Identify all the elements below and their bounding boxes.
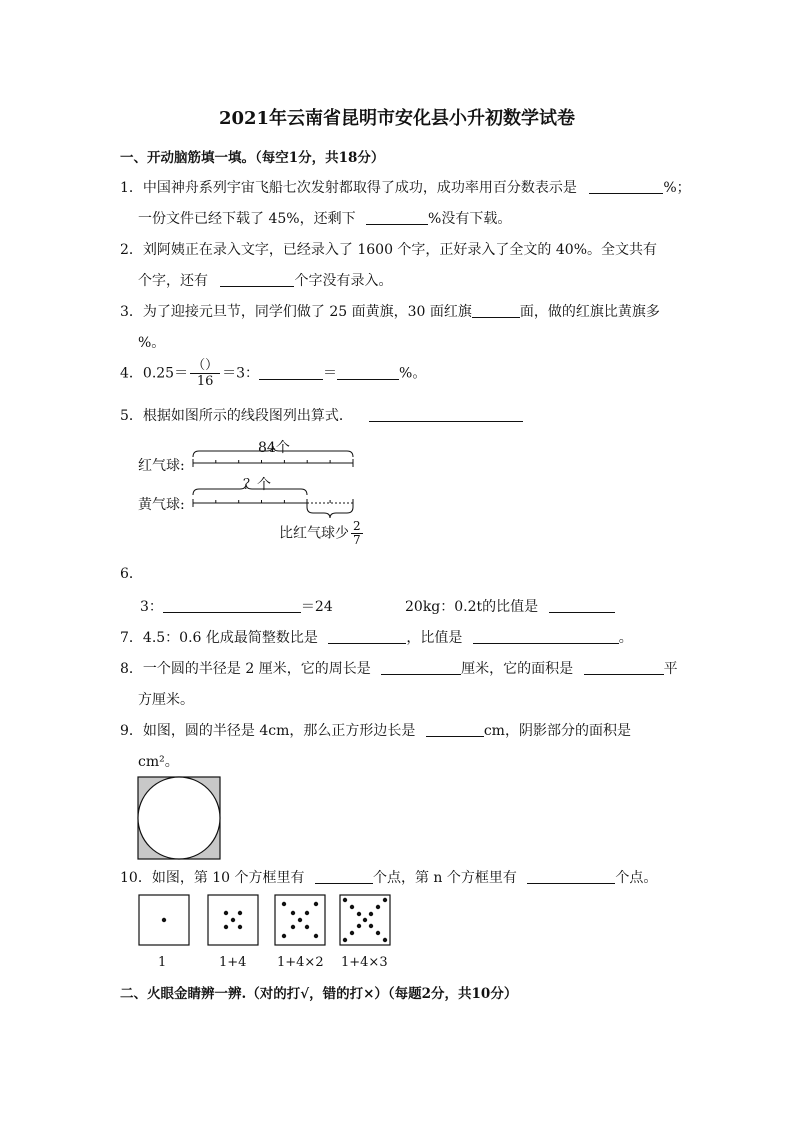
less-text: 比红气球少 <box>279 525 349 542</box>
section-1-heading: 一、开动脑筋填一填。（每空1分，共18分） <box>120 150 385 166</box>
q4-fraction <box>190 358 220 389</box>
q2-text-b: 个字没有录入。 <box>294 273 393 289</box>
q1-blank-2[interactable] <box>366 210 428 225</box>
q3-text-a: 3．为了迎接元旦节，同学们做了 25 面黄旗，30 面红旗 <box>120 304 472 320</box>
question-5 <box>120 405 523 425</box>
q4-mid-2: ＝ <box>323 365 338 382</box>
q1-blank-1[interactable] <box>589 179 663 194</box>
question-8-line-2: 方厘米。 <box>138 692 194 708</box>
dot-caption-3: 1+4×2 <box>277 955 324 970</box>
question-3-line-2: %。 <box>138 335 166 351</box>
less-fraction-denominator: 7 <box>353 533 361 547</box>
dot-boxes-figure <box>137 893 397 949</box>
question-8-line-1 <box>120 658 678 678</box>
q1-text-a: 1．中国神舟系列宇宙飞船七次发射都取得了成功，成功率用百分数表示是 <box>120 180 577 196</box>
dot-box-3 <box>275 895 325 945</box>
question-1-line-2 <box>138 208 511 228</box>
question-6b <box>405 596 615 616</box>
circle-in-square-figure <box>137 776 221 860</box>
q4-mid-1: ＝3： <box>222 365 260 382</box>
q8-text-b: 厘米，它的面积是 <box>461 661 574 677</box>
q7-text-a: 7．4.5：0.6 化成最简整数比是 <box>120 630 318 646</box>
page-title: 2021年云南省昆明市安化县小升初数学试卷 <box>218 108 576 129</box>
q8-blank-1[interactable] <box>381 660 461 675</box>
q2-blank[interactable] <box>220 272 294 287</box>
q7-text-b: ，比值是 <box>406 630 463 646</box>
q10-text-c: 个点。 <box>615 870 658 886</box>
q3-blank[interactable] <box>472 303 520 318</box>
question-3-line-1 <box>120 301 660 321</box>
yellow-brace <box>193 484 307 495</box>
question-6-number: 6． <box>120 566 143 582</box>
q4-prefix: 4．0.25＝ <box>120 365 189 382</box>
q9-text-b: cm，阴影部分的面积是 <box>483 723 631 739</box>
red-balloon-label: 红气球: <box>138 458 185 474</box>
less-fraction <box>351 520 363 547</box>
q1-text-d: %没有下载。 <box>428 211 512 227</box>
difference-brace <box>307 507 353 518</box>
q4-blank-1[interactable] <box>259 365 323 380</box>
q4-blank-2[interactable] <box>337 365 399 380</box>
q5-blank[interactable] <box>369 407 523 422</box>
question-9-line-1 <box>120 720 631 740</box>
q1-text-c: 一份文件已经下载了 45%，还剩下 <box>138 211 356 227</box>
inscribed-circle <box>138 777 220 859</box>
q10-blank-2[interactable] <box>527 869 615 884</box>
question-1-line-1 <box>120 177 691 197</box>
question-10 <box>120 867 657 887</box>
q6a-suffix: ＝24 <box>300 599 333 615</box>
q1-text-b: %； <box>663 180 691 196</box>
q9-text-a: 9．如图，圆的半径是 4cm，那么正方形边长是 <box>120 723 416 739</box>
dot-caption-2: 1+4 <box>219 955 247 970</box>
q10-text-a: 10．如图，第 10 个方框里有 <box>120 870 305 886</box>
yellow-balloon-count: ？个 <box>243 477 271 493</box>
yellow-balloon-label: 黄气球: <box>138 497 185 513</box>
q6a-prefix: 3： <box>140 599 163 615</box>
q6a-blank[interactable] <box>163 598 301 613</box>
q2-text-a: 个字，还有 <box>138 273 208 289</box>
q4-fraction-numerator: （） <box>192 358 219 373</box>
question-6a <box>140 596 333 616</box>
question-2-line-1: 2．刘阿姨正在录入文字，已经录入了 1600 个字，正好录入了全文的 40%。全文共有 <box>120 242 658 258</box>
q8-text-c: 平 <box>663 661 678 677</box>
red-balloon-count: 84个 <box>258 440 290 456</box>
q7-blank-2[interactable] <box>473 629 619 644</box>
q3-text-b: 面，做的红旗比黄旗多 <box>519 304 660 320</box>
dot-caption-1: 1 <box>158 955 167 970</box>
q4-fraction-denominator: 16 <box>196 374 214 389</box>
red-brace <box>193 446 353 457</box>
question-2-line-2 <box>138 270 392 290</box>
q4-suffix: %。 <box>399 365 427 382</box>
question-7 <box>120 627 633 647</box>
dot-box-2 <box>208 895 258 945</box>
q10-blank-1[interactable] <box>315 869 373 884</box>
q5-text: 5．根据如图所示的线段图列出算式． <box>120 408 353 424</box>
less-fraction-numerator: 2 <box>353 519 361 533</box>
dot-caption-4: 1+4×3 <box>341 955 388 970</box>
question-9-line-2: cm²。 <box>138 754 179 770</box>
section-2-heading: 二、火眼金睛辨一辨.（对的打√，错的打×）（每题2分，共10分） <box>120 986 518 1002</box>
q6b-text: 20kg：0.2t的比值是 <box>405 599 539 615</box>
q7-text-c: 。 <box>618 630 633 646</box>
question-4 <box>120 358 426 389</box>
q8-blank-2[interactable] <box>584 660 664 675</box>
dot-box-4 <box>340 895 390 945</box>
q6b-blank[interactable] <box>549 598 615 613</box>
q9-blank[interactable] <box>426 722 484 737</box>
q10-text-b: 个点，第 n 个方框里有 <box>372 870 517 886</box>
dot-box-1 <box>139 895 189 945</box>
q7-blank-1[interactable] <box>328 629 406 644</box>
q8-text-a: 8．一个圆的半径是 2 厘米，它的周长是 <box>120 661 371 677</box>
less-than-red-label <box>279 520 365 547</box>
line-segment-diagram <box>185 445 365 520</box>
